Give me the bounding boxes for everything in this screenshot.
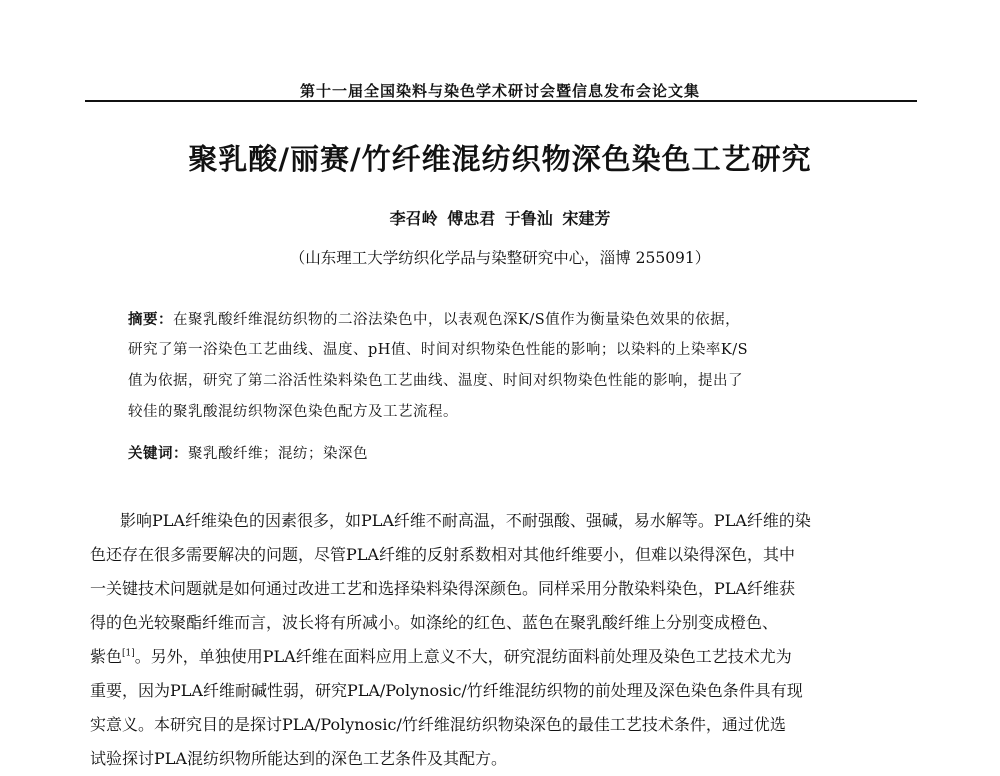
paper-authors: 李召岭 傅忠君 于鲁汕 宋建芳 [389,209,611,228]
abstract-line-1 [128,304,888,335]
body-line-5 [90,640,920,674]
body-paragraph [90,504,920,776]
header-rule [85,100,917,102]
paper-affiliation: （山东理工大学纺织化学品与染整研究中心，淄博 255091） [289,249,711,267]
running-header: 第十一届全国染料与染色学术研讨会暨信息发布会论文集 [299,82,700,100]
body-line-5-rest: 。另外，单独使用PLA纤维在面料应用上意义不大，研究混纺面料前处理及染色工艺技术尤为 [134,647,792,666]
keywords [128,442,888,463]
body-line-7: 实意义。本研究目的是探讨PLA/Polynosic/竹纤维混纺织物染深色的最佳工艺技术条件，通过优选 [90,715,786,734]
abstract-line-4: 较佳的聚乳酸混纺织物深色染色配方及工艺流程。 [128,404,458,420]
abstract [128,304,888,428]
abstract-text-1: 在聚乳酸纤维混纺织物的二浴法染色中，以表观色深K/S值作为衡量染色效果的依据， [173,312,741,328]
citation-ref-1[interactable]: [1] [122,648,135,659]
keywords-text: 聚乳酸纤维；混纺；染深色 [188,446,368,462]
body-line-1: 影响PLA纤维染色的因素很多，如PLA纤维不耐高温，不耐强酸、强碱，易水解等。PLA纤维的染 [120,511,811,530]
body-line-4: 得的色光较聚酯纤维而言，波长将有所减小。如涤纶的红色、蓝色在聚乳酸纤维上分别变成橙色、 [90,613,779,632]
body-line-5-start: 紫色 [90,647,123,666]
body-line-3: 一关键技术问题就是如何通过改进工艺和选择染料染得深颜色。同样采用分散染料染色，PLA纤维获 [90,579,795,598]
keywords-label: 关键词： [128,445,188,462]
body-line-6: 重要，因为PLA纤维耐碱性弱，研究PLA/Polynosic/竹纤维混纺织物的前处理及深色染色条件具有现 [90,681,803,700]
body-line-8: 试验探讨PLA混纺织物所能达到的深色工艺条件及其配方。 [90,749,507,768]
abstract-line-3: 值为依据，研究了第二浴活性染料染色工艺曲线、温度、时间对织物染色性能的影响，提出了 [128,373,743,389]
abstract-line-2: 研究了第一浴染色工艺曲线、温度、pH值、时间对织物染色性能的影响；以染料的上染率K/S [128,342,749,358]
abstract-label: 摘要： [128,311,173,328]
paper-title: 聚乳酸/丽赛/竹纤维混纺织物深色染色工艺研究 [188,142,812,176]
body-line-2: 色还存在很多需要解决的问题，尽管PLA纤维的反射系数相对其他纤维要小，但难以染得深色，其中 [90,545,795,564]
